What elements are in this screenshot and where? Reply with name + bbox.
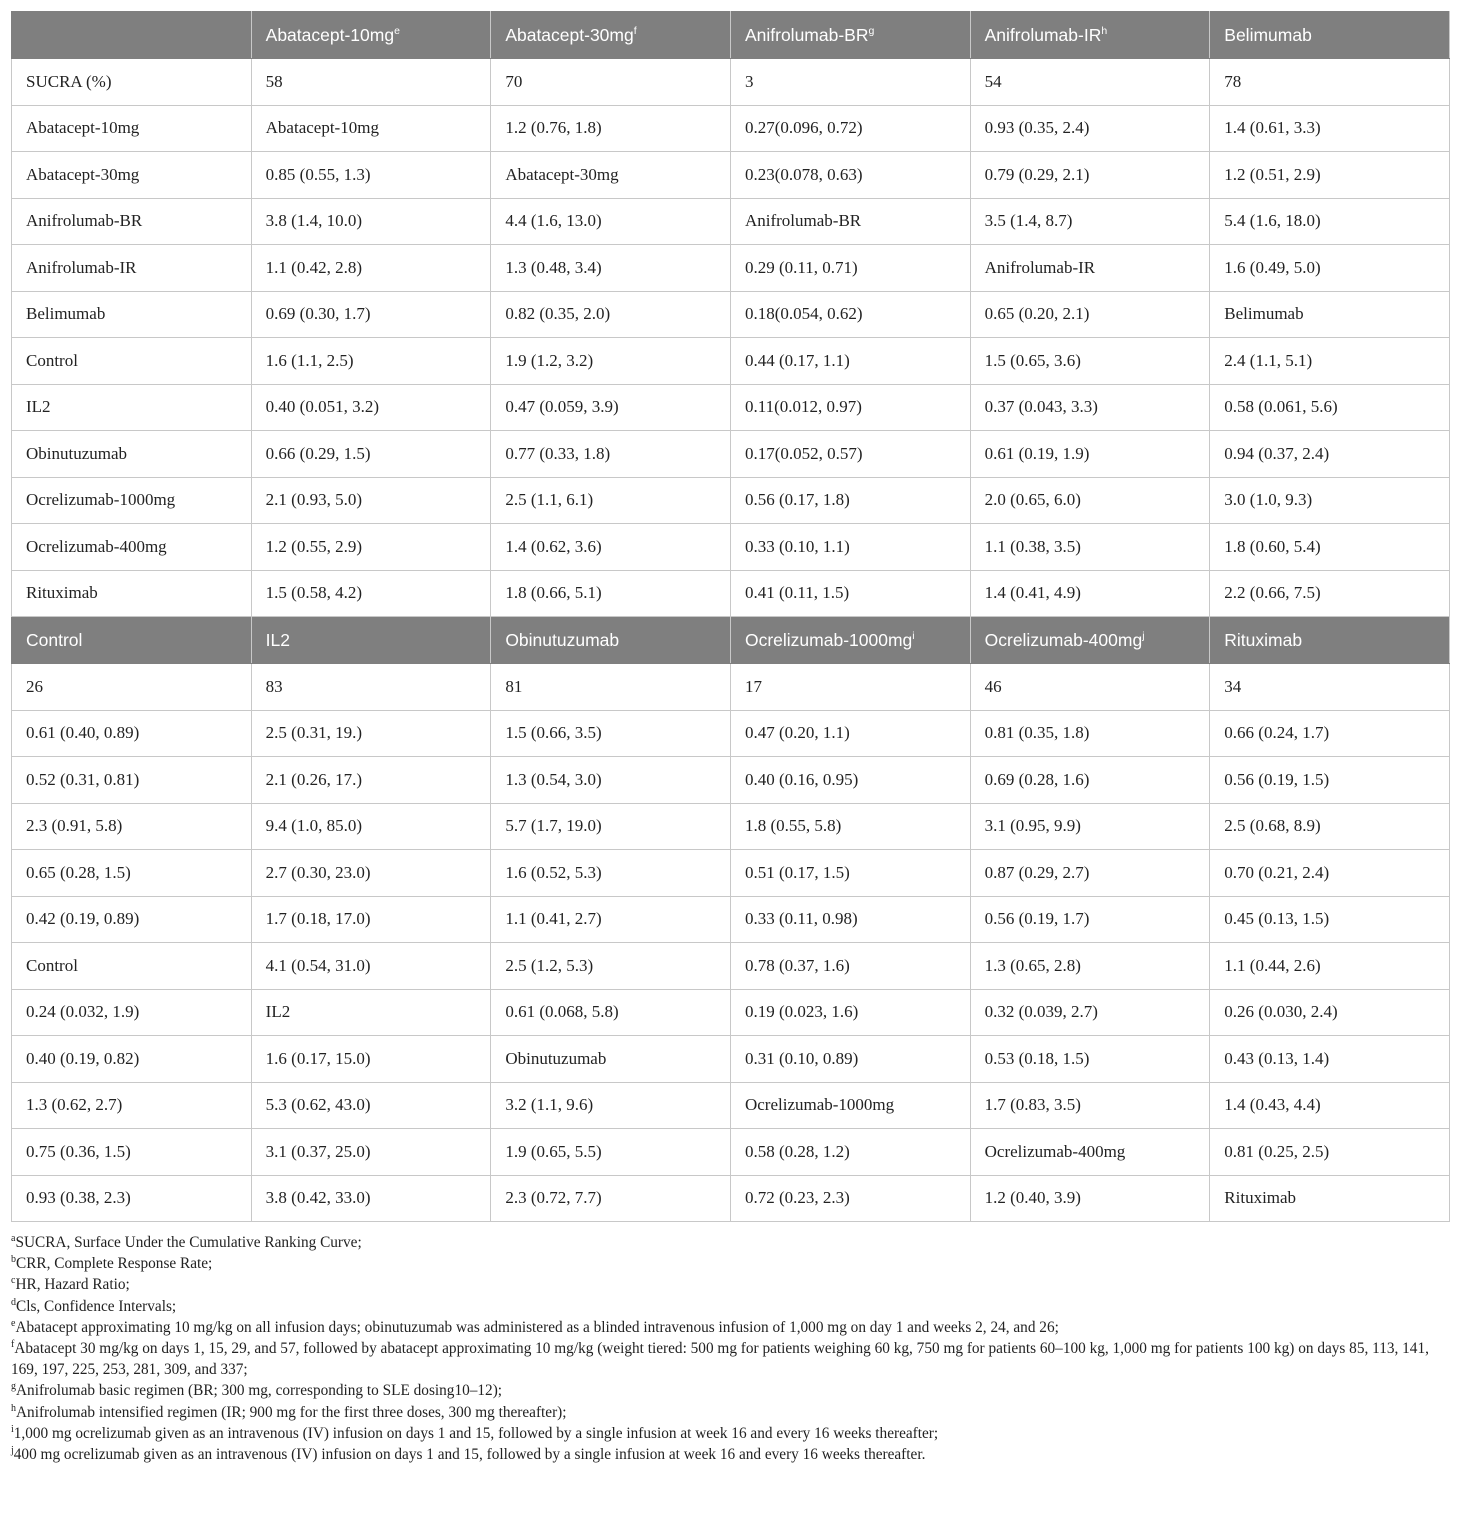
- table-cell: 0.78 (0.37, 1.6): [730, 943, 970, 990]
- table-cell: 1.8 (0.60, 5.4): [1210, 524, 1450, 571]
- table-cell: 0.32 (0.039, 2.7): [970, 989, 1210, 1036]
- table-cell: 1.4 (0.43, 4.4): [1210, 1082, 1450, 1129]
- column-header: [1210, 617, 1450, 664]
- footnote-marker: j: [1142, 629, 1145, 642]
- table-cell: 1.1 (0.44, 2.6): [1210, 943, 1450, 990]
- table-cell: 1.3 (0.48, 3.4): [491, 245, 731, 292]
- table-cell: 0.70 (0.21, 2.4): [1210, 850, 1450, 897]
- table-cell: 0.33 (0.10, 1.1): [730, 524, 970, 571]
- footnote-text: Anifrolumab intensified regimen (IR; 900 mg for the first three doses, 300 mg thereafter);: [16, 1403, 567, 1421]
- table-cell: 1.3 (0.54, 3.0): [491, 757, 731, 804]
- table-cell: 1.9 (0.65, 5.5): [491, 1129, 731, 1176]
- table-cell: 0.52 (0.31, 0.81): [12, 757, 252, 804]
- table-row: [12, 896, 1450, 943]
- table-cell: 0.40 (0.051, 3.2): [251, 384, 491, 431]
- column-header: [12, 617, 252, 664]
- table-cell: 0.58 (0.28, 1.2): [730, 1129, 970, 1176]
- table-cell: 1.8 (0.55, 5.8): [730, 803, 970, 850]
- table-cell: 0.66 (0.24, 1.7): [1210, 710, 1450, 757]
- table-cell: 0.82 (0.35, 2.0): [491, 291, 731, 338]
- table-cell: 5.4 (1.6, 18.0): [1210, 198, 1450, 245]
- table-cell: 3.5 (1.4, 8.7): [970, 198, 1210, 245]
- table-cell: 1.4 (0.61, 3.3): [1210, 105, 1450, 152]
- table-cell: 0.43 (0.13, 1.4): [1210, 1036, 1450, 1083]
- table-cell: 0.56 (0.19, 1.5): [1210, 757, 1450, 804]
- table-cell: 0.33 (0.11, 0.98): [730, 896, 970, 943]
- footnote-marker: g: [11, 1381, 16, 1393]
- table-cell: 0.66 (0.29, 1.5): [251, 431, 491, 478]
- table-row: [12, 1036, 1450, 1083]
- table-cell: 0.45 (0.13, 1.5): [1210, 896, 1450, 943]
- footnotes: [11, 1232, 1451, 1465]
- table-cell: 3.8 (1.4, 10.0): [251, 198, 491, 245]
- table-cell: 9.4 (1.0, 85.0): [251, 803, 491, 850]
- column-header-label: Anifrolumab-BR: [744, 24, 869, 45]
- table-cell: 0.58 (0.061, 5.6): [1210, 384, 1450, 431]
- table-cell: 81: [491, 664, 731, 711]
- header-row-top: [12, 12, 1450, 59]
- table-cell: 0.69 (0.28, 1.6): [970, 757, 1210, 804]
- table-cell: 1.7 (0.83, 3.5): [970, 1082, 1210, 1129]
- table-cell: Abatacept-10mg: [12, 105, 252, 152]
- column-header: [491, 617, 731, 664]
- table-cell: Rituximab: [12, 570, 252, 617]
- table-cell: 0.77 (0.33, 1.8): [491, 431, 731, 478]
- table-cell: 83: [251, 664, 491, 711]
- column-header-label: Abatacept-10mg: [265, 24, 395, 45]
- table-cell: 0.24 (0.032, 1.9): [12, 989, 252, 1036]
- table-cell: 2.3 (0.91, 5.8): [12, 803, 252, 850]
- table-row: [12, 757, 1450, 804]
- table-cell: 0.93 (0.38, 2.3): [12, 1175, 252, 1222]
- footnote-text: Abatacept approximating 10 mg/kg on all infusion days; obinutuzumab was administered as a blinded intravenous infusion of 1,000 mg on day 1 and weeks 2, 24, and 26;: [15, 1318, 1059, 1336]
- table-cell: 1.8 (0.66, 5.1): [491, 570, 731, 617]
- column-header-label: Ocrelizumab-400mg: [984, 629, 1143, 650]
- column-header-label: Anifrolumab-IR: [984, 24, 1102, 45]
- table-cell: 1.4 (0.41, 4.9): [970, 570, 1210, 617]
- table-cell: 2.5 (1.1, 6.1): [491, 477, 731, 524]
- table-cell: 0.72 (0.23, 2.3): [730, 1175, 970, 1222]
- table-cell: Abatacept-30mg: [491, 152, 731, 199]
- footnote-marker: e: [11, 1317, 16, 1329]
- column-header-label: Abatacept-30mg: [505, 24, 634, 45]
- table-row: [12, 59, 1450, 106]
- table-cell: Anifrolumab-IR: [12, 245, 252, 292]
- table-cell: 2.0 (0.65, 6.0): [970, 477, 1210, 524]
- comparison-table-container: [11, 11, 1449, 1222]
- table-cell: Abatacept-10mg: [251, 105, 491, 152]
- footnote-marker: i: [912, 629, 915, 642]
- table-row: [12, 291, 1450, 338]
- footnote-marker: f: [11, 1338, 15, 1350]
- column-header-label: Rituximab: [1224, 629, 1303, 650]
- table-cell: 1.4 (0.62, 3.6): [491, 524, 731, 571]
- footnote-marker: j: [11, 1444, 14, 1456]
- table-cell: Ocrelizumab-1000mg: [730, 1082, 970, 1129]
- table-cell: 5.3 (0.62, 43.0): [251, 1082, 491, 1129]
- footnote: [11, 1317, 1451, 1338]
- table-cell: 0.29 (0.11, 0.71): [730, 245, 970, 292]
- table-cell: 46: [970, 664, 1210, 711]
- table-row: [12, 198, 1450, 245]
- table-cell: 0.47 (0.20, 1.1): [730, 710, 970, 757]
- table-cell: 1.6 (1.1, 2.5): [251, 338, 491, 385]
- table-row: [12, 524, 1450, 571]
- table-row: [12, 570, 1450, 617]
- footnote-text: 1,000 mg ocrelizumab given as an intravenous (IV) infusion on days 1 and 15, followed by a single infusion at week 16 and every 16 weeks thereafter;: [13, 1424, 939, 1442]
- table-cell: Obinutuzumab: [491, 1036, 731, 1083]
- table-cell: 0.44 (0.17, 1.1): [730, 338, 970, 385]
- table-cell: Control: [12, 943, 252, 990]
- column-header: [730, 12, 970, 59]
- table-cell: 3.8 (0.42, 33.0): [251, 1175, 491, 1222]
- footnote-marker: c: [11, 1275, 16, 1287]
- table-cell: Ocrelizumab-400mg: [970, 1129, 1210, 1176]
- table-cell: 17: [730, 664, 970, 711]
- table-cell: 1.5 (0.65, 3.6): [970, 338, 1210, 385]
- league-table: [11, 11, 1450, 1222]
- footnote-text: HR, Hazard Ratio;: [15, 1276, 130, 1294]
- table-cell: 0.65 (0.20, 2.1): [970, 291, 1210, 338]
- table-cell: 0.53 (0.18, 1.5): [970, 1036, 1210, 1083]
- table-cell: 0.40 (0.19, 0.82): [12, 1036, 252, 1083]
- table-cell: 3.1 (0.37, 25.0): [251, 1129, 491, 1176]
- table-cell: 5.7 (1.7, 19.0): [491, 803, 731, 850]
- table-cell: 78: [1210, 59, 1450, 106]
- table-cell: 0.42 (0.19, 0.89): [12, 896, 252, 943]
- column-header: [970, 12, 1210, 59]
- table-cell: 1.6 (0.49, 5.0): [1210, 245, 1450, 292]
- table-cell: 1.1 (0.41, 2.7): [491, 896, 731, 943]
- table-cell: 0.47 (0.059, 3.9): [491, 384, 731, 431]
- footnote-text: 400 mg ocrelizumab given as an intravenous (IV) infusion on days 1 and 15, followed by a single infusion at week 16 and every 16 weeks thereafter.: [13, 1446, 926, 1464]
- column-header-label: Control: [26, 629, 83, 650]
- table-cell: 1.9 (1.2, 3.2): [491, 338, 731, 385]
- table-row: [12, 477, 1450, 524]
- table-cell: 2.5 (0.31, 19.): [251, 710, 491, 757]
- table-row: [12, 943, 1450, 990]
- table-cell: 0.85 (0.55, 1.3): [251, 152, 491, 199]
- table-cell: 0.17(0.052, 0.57): [730, 431, 970, 478]
- footnote: [11, 1274, 1451, 1295]
- table-cell: 1.7 (0.18, 17.0): [251, 896, 491, 943]
- table-cell: 0.27(0.096, 0.72): [730, 105, 970, 152]
- table-cell: 1.5 (0.58, 4.2): [251, 570, 491, 617]
- table-cell: IL2: [12, 384, 252, 431]
- column-header: [251, 617, 491, 664]
- footnote-marker: g: [868, 24, 875, 37]
- column-header-label: IL2: [265, 629, 290, 650]
- table-cell: 0.81 (0.35, 1.8): [970, 710, 1210, 757]
- table-cell: 0.37 (0.043, 3.3): [970, 384, 1210, 431]
- footnote-marker: f: [633, 24, 637, 37]
- table-row: [12, 1175, 1450, 1222]
- table-cell: Abatacept-30mg: [12, 152, 252, 199]
- footnote: [11, 1380, 1451, 1401]
- table-cell: 2.5 (0.68, 8.9): [1210, 803, 1450, 850]
- table-cell: 2.2 (0.66, 7.5): [1210, 570, 1450, 617]
- table-row: [12, 1129, 1450, 1176]
- table-cell: 0.69 (0.30, 1.7): [251, 291, 491, 338]
- column-header: [491, 12, 731, 59]
- table-cell: 1.2 (0.51, 2.9): [1210, 152, 1450, 199]
- footnote: [11, 1444, 1451, 1465]
- table-cell: 54: [970, 59, 1210, 106]
- table-cell: 1.3 (0.62, 2.7): [12, 1082, 252, 1129]
- footnote: [11, 1338, 1451, 1380]
- table-cell: 0.94 (0.37, 2.4): [1210, 431, 1450, 478]
- header-row-bottom: [12, 617, 1450, 664]
- table-cell: 0.61 (0.40, 0.89): [12, 710, 252, 757]
- table-cell: 3: [730, 59, 970, 106]
- table-cell: 0.31 (0.10, 0.89): [730, 1036, 970, 1083]
- table-row: [12, 245, 1450, 292]
- table-cell: 0.56 (0.17, 1.8): [730, 477, 970, 524]
- table-cell: Ocrelizumab-1000mg: [12, 477, 252, 524]
- table-cell: 0.65 (0.28, 1.5): [12, 850, 252, 897]
- table-row: [12, 338, 1450, 385]
- table-row: [12, 710, 1450, 757]
- table-cell: Belimumab: [1210, 291, 1450, 338]
- table-cell: 0.61 (0.19, 1.9): [970, 431, 1210, 478]
- table-cell: 0.75 (0.36, 1.5): [12, 1129, 252, 1176]
- footnote-text: SUCRA, Surface Under the Cumulative Ranking Curve;: [15, 1234, 362, 1251]
- table-cell: 70: [491, 59, 731, 106]
- table-row: [12, 384, 1450, 431]
- table-cell: 0.79 (0.29, 2.1): [970, 152, 1210, 199]
- table-cell: Ocrelizumab-400mg: [12, 524, 252, 571]
- table-cell: 0.26 (0.030, 2.4): [1210, 989, 1450, 1036]
- column-header: [1210, 12, 1450, 59]
- table-row: [12, 850, 1450, 897]
- table-cell: 0.19 (0.023, 1.6): [730, 989, 970, 1036]
- column-header-label: Obinutuzumab: [505, 629, 620, 650]
- table-cell: 0.18(0.054, 0.62): [730, 291, 970, 338]
- table-cell: Control: [12, 338, 252, 385]
- footnote-marker: b: [11, 1254, 16, 1266]
- footnote-text: Anifrolumab basic regimen (BR; 300 mg, corresponding to SLE dosing10–12);: [16, 1382, 503, 1400]
- table-cell: 1.6 (0.17, 15.0): [251, 1036, 491, 1083]
- table-cell: 0.40 (0.16, 0.95): [730, 757, 970, 804]
- table-cell: SUCRA (%): [12, 59, 252, 106]
- table-cell: Rituximab: [1210, 1175, 1450, 1222]
- table-cell: 1.6 (0.52, 5.3): [491, 850, 731, 897]
- table-cell: 3.0 (1.0, 9.3): [1210, 477, 1450, 524]
- table-cell: 0.81 (0.25, 2.5): [1210, 1129, 1450, 1176]
- footnote: [11, 1232, 1451, 1253]
- column-header: [251, 12, 491, 59]
- footnote-marker: d: [11, 1296, 16, 1308]
- table-cell: 2.1 (0.93, 5.0): [251, 477, 491, 524]
- column-header: [730, 617, 970, 664]
- table-cell: 0.41 (0.11, 1.5): [730, 570, 970, 617]
- table-cell: 26: [12, 664, 252, 711]
- table-cell: Anifrolumab-BR: [12, 198, 252, 245]
- table-cell: 0.61 (0.068, 5.8): [491, 989, 731, 1036]
- table-cell: 34: [1210, 664, 1450, 711]
- table-cell: 1.2 (0.40, 3.9): [970, 1175, 1210, 1222]
- footnote: [11, 1296, 1451, 1317]
- column-header: [970, 617, 1210, 664]
- table-cell: IL2: [251, 989, 491, 1036]
- table-cell: Belimumab: [12, 291, 252, 338]
- column-header-label: Belimumab: [1224, 24, 1312, 45]
- footnote-text: CRR, Complete Response Rate;: [16, 1255, 213, 1273]
- table-cell: 2.4 (1.1, 5.1): [1210, 338, 1450, 385]
- table-cell: 2.1 (0.26, 17.): [251, 757, 491, 804]
- table-cell: 0.23(0.078, 0.63): [730, 152, 970, 199]
- footnote-marker: h: [11, 1402, 16, 1414]
- table-cell: 0.93 (0.35, 2.4): [970, 105, 1210, 152]
- footnote-marker: a: [11, 1232, 16, 1244]
- footnote-text: Abatacept 30 mg/kg on days 1, 15, 29, and 57, followed by abatacept approximating 10 mg/kg (weight tiered: 500 mg for patients weighing 60 kg, 750 mg for patients 60–100 kg, 1,000 mg for patients 100 kg) on days 85, 113, 141, 169, 197, 225, 253, 281, 309, and 337;: [11, 1340, 1429, 1379]
- table-row: [12, 105, 1450, 152]
- table-cell: 4.1 (0.54, 31.0): [251, 943, 491, 990]
- table-cell: Anifrolumab-IR: [970, 245, 1210, 292]
- table-cell: 58: [251, 59, 491, 106]
- column-header-label: Ocrelizumab-1000mg: [744, 629, 913, 650]
- table-row: [12, 803, 1450, 850]
- column-header: [12, 12, 252, 59]
- table-cell: 1.5 (0.66, 3.5): [491, 710, 731, 757]
- table-cell: Anifrolumab-BR: [730, 198, 970, 245]
- table-cell: 4.4 (1.6, 13.0): [491, 198, 731, 245]
- table-cell: 0.51 (0.17, 1.5): [730, 850, 970, 897]
- table-cell: 2.3 (0.72, 7.7): [491, 1175, 731, 1222]
- footnote-marker: i: [11, 1423, 14, 1435]
- table-row: [12, 431, 1450, 478]
- footnote-text: Cls, Confidence Intervals;: [16, 1297, 177, 1315]
- table-row: [12, 1082, 1450, 1129]
- table-cell: 0.11(0.012, 0.97): [730, 384, 970, 431]
- table-cell: 3.2 (1.1, 9.6): [491, 1082, 731, 1129]
- table-cell: 1.3 (0.65, 2.8): [970, 943, 1210, 990]
- table-row: [12, 664, 1450, 711]
- table-cell: 3.1 (0.95, 9.9): [970, 803, 1210, 850]
- table-cell: 2.5 (1.2, 5.3): [491, 943, 731, 990]
- footnote: [11, 1423, 1451, 1444]
- table-row: [12, 152, 1450, 199]
- footnote: [11, 1402, 1451, 1423]
- table-cell: Obinutuzumab: [12, 431, 252, 478]
- table-cell: 1.1 (0.38, 3.5): [970, 524, 1210, 571]
- table-cell: 0.87 (0.29, 2.7): [970, 850, 1210, 897]
- table-cell: 1.1 (0.42, 2.8): [251, 245, 491, 292]
- table-cell: 1.2 (0.55, 2.9): [251, 524, 491, 571]
- footnote-marker: e: [394, 24, 400, 37]
- footnote: [11, 1253, 1451, 1274]
- table-cell: 1.2 (0.76, 1.8): [491, 105, 731, 152]
- table-cell: 0.56 (0.19, 1.7): [970, 896, 1210, 943]
- table-row: [12, 989, 1450, 1036]
- table-cell: 2.7 (0.30, 23.0): [251, 850, 491, 897]
- footnote-marker: h: [1101, 24, 1108, 37]
